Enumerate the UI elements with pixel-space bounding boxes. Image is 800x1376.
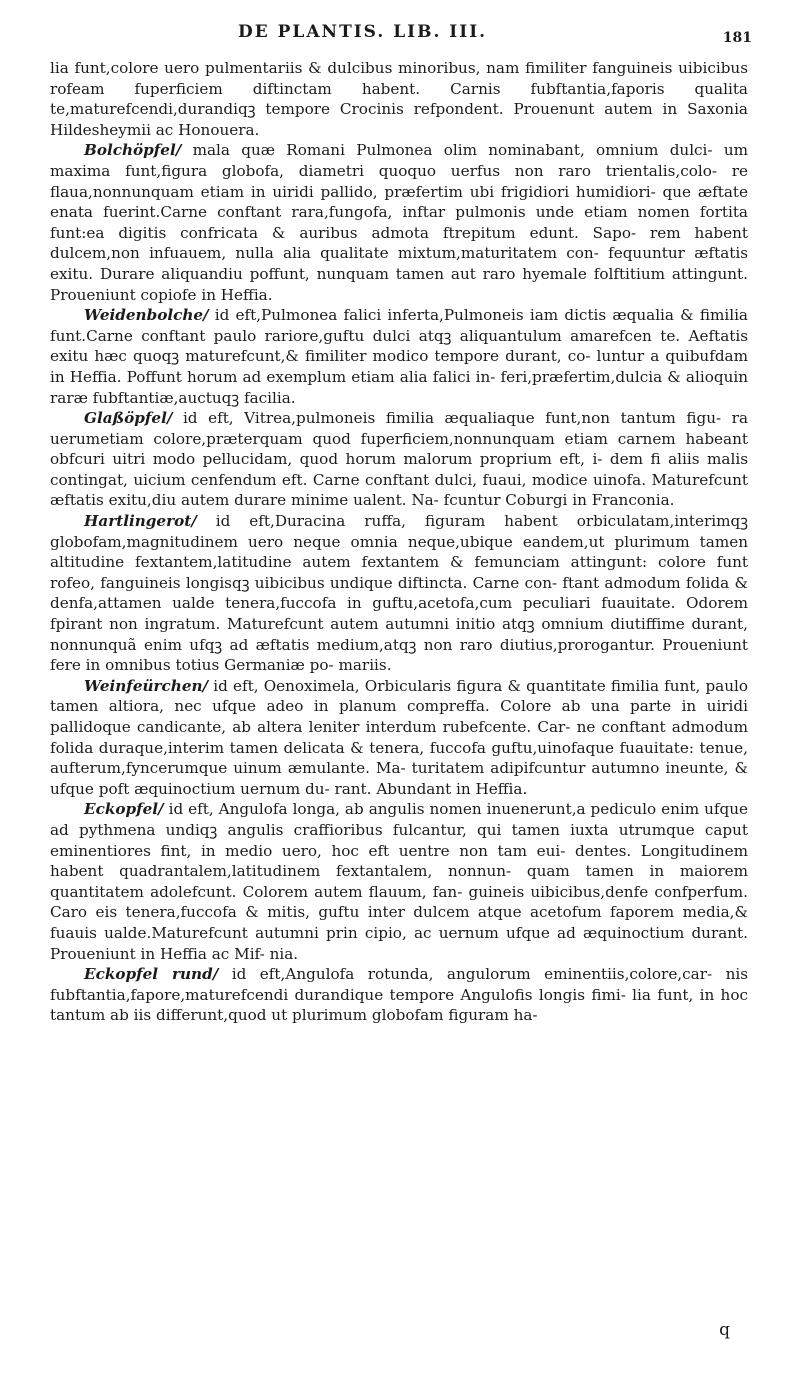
paragraph-text: id eft,Pulmonea falici inferta,Pulmoneis iam dictis æqualia & fimilia funt.Carne conftant paulo rariore,guftu dulci atqꝫ aliquantulum amarefcen te. Aeftatis exitu hæc quoqꝫ maturefcunt,& fimiliter modico tempore durant, co- luntur a quibufdam in Heffia. Poffunt horum ad exemplum etiam alia falici in- feri,præfertim,dulcia & alioquin raræ fubftantiæ,auctuqꝫ facilia. [50,306,748,407]
entry-keyword: Hartlingerot/ [84,512,197,531]
entry-keyword: Eckopfel/ [84,800,164,819]
paragraph-text: id eft, Vitrea,pulmoneis fimilia æqualiaque funt,non tantum figu- ra uerumetiam colore,præterquam quod fuperficiem,nonnunquam etiam carnem habeant obfcuri uitri modo pellucidam, quod horum malorum proprium eft, i- dem fi aliis malis contingat, uicium cenfendum eft. Carne conftant dulci, fuaui, modice uinofa. Maturefcunt æftatis exitu,diu autem durare minime ualent. Na- fcuntur Coburgi in Franconia. [50,409,748,510]
entry-keyword: Eckopfel rund/ [84,965,219,984]
paragraph-text: mala quæ Romani Pulmonea olim nominabant, omnium dulci- um maxima funt,figura globofa, diametri quoquo uerfus non raro trientalis,colo- re flaua,nonnunquam etiam in uiridi pallido, præfertim ubi frigidiori humidiori- que æftate enata fuerint.Carne conftant rara,fungofa, inftar pulmonis unde etiam nomen fortita funt:ea digitis confricata & auribus admota ftrepitum edunt. Sapo- rem habent dulcem,non infuauem, nulla alia qualitate mixtum,maturitatem con- fequuntur æftatis exitu. Durare aliquandiu poffunt, nunquam tamen aut raro hyemale folftitium attingunt. Proueniunt copiofe in Heffia. [50,141,749,304]
entry-keyword: Weinfeürchen/ [84,676,209,695]
running-title: DE PLANTIS. LIB. III. [238,22,488,42]
entry-keyword: Bolchöpfel/ [84,141,182,160]
entry-keyword: Weidenbolche/ [84,306,209,325]
paragraph-text: id eft,Angulofa rotunda, angulorum eminentiis,colore,car- nis fubftantia,fapore,maturefcendi durandique tempore Angulofis longis fimi- lia funt, in hoc tantum ab iis differunt,quod ut plurimum globofam figuram ha- [50,965,749,1025]
entry-keyword: Glaßöpfel/ [84,409,173,428]
entry-weinfeurchen [50,676,748,800]
entry-glassopfel [50,408,748,511]
entry-eckopfel-rund [50,964,748,1026]
page-number: 181 [722,30,752,46]
paragraph-text: id eft, Angulofa longa, ab angulis nomen inuenerunt,a pediculo enim ufque ad pythmena undiqꝫ angulis craffioribus fulcantur, qui tamen iuxta utrumque caput eminentiores fint, in medio uero, hoc eft uentre non tam eui- dentes. Longitudinem habent quadrantalem,latitudinem fextantalem, nonnun- quam tamen in maiorem quantitatem adolefcunt. Colorem autem flauum, fan- guineis uibicibus,denfe confperfum. Caro eis tenera,fuccofa & mitis, guftu inter dulcem atque acetofum faporem media,& fuauis ualde.Maturefcunt autumni prin cipio, ac uernum ufque ad æquinoctium durant. Proueniunt in Heffia ac Mif- nia. [50,800,749,963]
entry-weidenbolche [50,305,748,408]
entry-eckopfel [50,799,748,964]
running-head [0,14,800,50]
paragraph-text: id eft,Duracina ruffa, figuram habent orbiculatam,interimqꝫ globofam,magnitudinem uero neque omnia neque,ubique eandem,ut plurimum tamen altitudine fextantem,latitudine autem fextantem & femunciam attingunt: colore funt rofeo, fanguineis longisqꝫ uibicibus undique diftincta. Carne con- ftant admodum folida & denfa,attamen ualde tenera,fuccofa in guftu,acetofa,cum peculiari fuauitate. Odorem fpirant non ingratum. Maturefcunt autem autumni initio atqꝫ omnium diutiffime durant, nonnunquã enim ufqꝫ ad æftatis medium,atqꝫ non raro diutius,prorogantur. Proueniunt fere in omnibus totius Germaniæ po- mariis. [50,512,749,675]
paragraph-text: lia funt,colore uero pulmentariis & dulcibus minoribus, nam fimiliter fanguineis uibicibus rofeam fuperficiem diftinctam habent. Carnis fubftantia,faporis qualita te,maturefcendi,durandiqꝫ tempore Crocinis refpondent. Prouenunt autem in Saxonia Hildesheymii ac Honouera. [50,59,748,139]
entry-hartlingerot [50,511,748,676]
body-text [50,58,748,1026]
entry-bolchopfel [50,140,748,305]
catchword: q [719,1320,730,1340]
paragraph-text: id eft, Oenoximela, Orbicularis figura & quantitate fimilia funt, paulo tamen altiora, nec ufque adeo in planum compreffa. Colore ab una parte in uiridi pallidoque candicante, ab altera leniter interdum rubefcente. Car- ne conftant admodum folida duraque,interim tamen delicata & tenera, fuccofa guftu,uinofaque fuauitate: tenue, aufterum,fyncerumque uinum æmulante. Ma- turitatem adipifcuntur autumno ineunte, & ufque poft æquinoctium uernum du- rant. Abundant in Heffia. [50,676,749,798]
paragraph-continuation [50,58,748,140]
